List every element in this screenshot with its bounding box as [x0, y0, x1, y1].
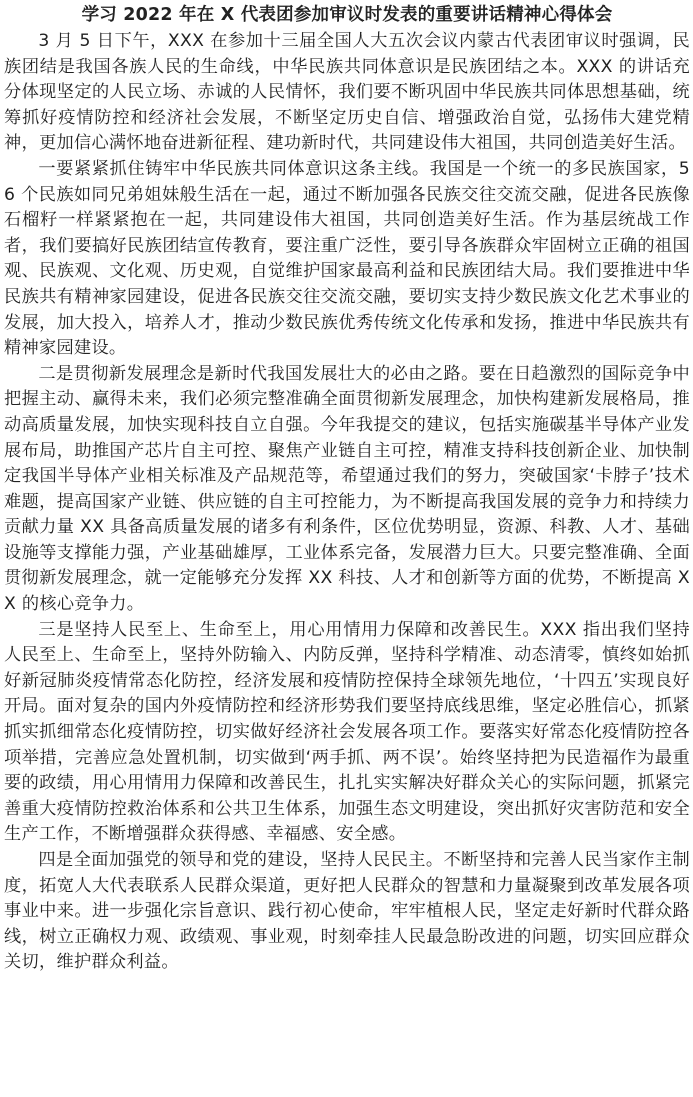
document-title: 学习 2022 年在 X 代表团参加审议时发表的重要讲话精神心得体会	[81, 5, 613, 25]
document-page	[4, 0, 690, 976]
paragraph-point-two: 二是贯彻新发展理念是新时代我国发展壮大的必由之路。要在日趋激烈的国际竞争中把握主动、赢得未来，我们必须完整准确全面贯彻新发展理念，加快构建新发展格局，推动高质量发展，加快实现科技自立自强。今年我提交的建议，包括实施碳基半导体产业发展布局，助推国产芯片自主可控、聚焦产业链自主可控，精准支持科技创新企业、加快制定我国半导体产业相关标准及产品规范等，希望通过我们的努力，突破国家‘卡脖子’技术难题，提高国家产业链、供应链的自主可控能力，为不断提高我国发展的竞争力和持续力贡献力量 XX 具备高质量发展的诸多有利条件，区位优势明显，资源、科教、人才、基础设施等支撑能力强，产业基础雄厚，工业体系完备，发展潜力巨大。只要完整准确、全面贯彻新发展理念，就一定能够充分发挥 XX 科技、人才和创新等方面的优势，不断提高 XX 的核心竞争力。	[4, 363, 690, 615]
paragraph-point-three: 三是坚持人民至上、生命至上，用心用情用力保障和改善民生。XXX 指出我们坚持人民至上、生命至上，坚持外防输入、内防反弹，坚持科学精准、动态清零，慎终如始抓好新冠肺炎疫情常态化防控，经济发展和疫情防控保持全球领先地位，‘十四五’实现良好开局。面对复杂的国内外疫情防控和经济形势我们要坚持底线思维，坚定必胜信心，抓紧抓实抓细常态化疫情防控，切实做好经济社会发展各项工作。要落实好常态化疫情防控各项举措，完善应急处置机制，切实做到‘两手抓、两不误’。始终坚持把为民造福作为最重要的政绩，用心用情用力保障和改善民生，扎扎实实解决好群众关心的实际问题，抓紧完善重大疫情防控救治体系和公共卫生体系，加强生态文明建设，突出抓好灾害防范和安全生产工作，不断增强群众获得感、幸福感、安全感。	[4, 619, 690, 845]
paragraph-intro: 3 月 5 日下午，XXX 在参加十三届全国人大五次会议内蒙古代表团审议时强调，民族团结是我国各族人民的生命线，中华民族共同体意识是民族团结之本。XXX 的讲话充分体现坚定的人民立场、赤诚的人民情怀，我们要不断巩固中华民族共同体思想基础，统筹抓好疫情防控和经济社会发展，不断坚定历史自信、增强政治自觉，弘扬伟大建党精神，更加信心满怀地奋进新征程、建功新时代，共同建设伟大祖国，共同创造美好生活。	[4, 31, 690, 154]
paragraph-point-four: 四是全面加强党的领导和党的建设，坚持人民民主。不断坚持和完善人民当家作主制度，拓宽人大代表联系人民群众渠道，更好把人民群众的智慧和力量凝聚到改革发展各项事业中来。进一步强化宗旨意识、践行初心使命，牢牢植根人民，坚定走好新时代群众路线，树立正确权力观、政绩观、事业观，时刻牵挂人民最急盼改进的问题，切实回应群众关切，维护群众利益。	[4, 850, 690, 973]
paragraph-point-one: 一要紧紧抓住铸牢中华民族共同体意识这条主线。我国是一个统一的多民族国家，56 个民族如同兄弟姐妹般生活在一起，通过不断加强各民族交往交流交融，促进各民族像石榴籽一样紧紧抱在一起，共同建设伟大祖国，共同创造美好生活。作为基层统战工作者，我们要搞好民族团结宣传教育，要注重广泛性，要引导各族群众牢固树立正确的祖国观、民族观、文化观、历史观，自觉维护国家最高利益和民族团结大局。我们要推进中华民族共有精神家园建设，促进各民族交往交流交融，要切实支持少数民族文化艺术事业的发展，加大投入，培养人才，推动少数民族优秀传统文化传承和发扬，推进中华民族共有精神家园建设。	[4, 158, 690, 359]
